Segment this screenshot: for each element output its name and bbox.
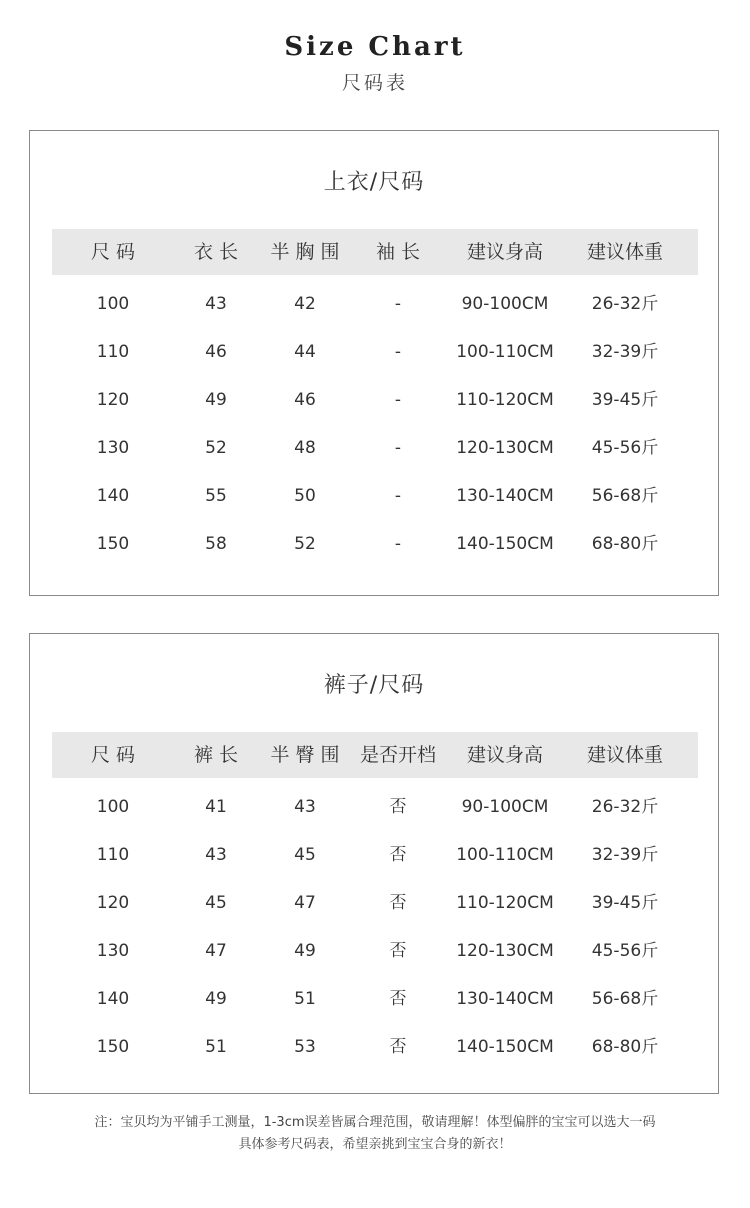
- table-cell: 100: [96, 294, 130, 314]
- table-cell: 50: [294, 486, 316, 506]
- table-cell: 否: [389, 893, 407, 913]
- table-cell: 110-120CM: [456, 893, 554, 913]
- table-row: [52, 472, 698, 520]
- table-cell: 140: [96, 486, 130, 506]
- table-cell: 120-130CM: [456, 438, 554, 458]
- header-cell: 建议体重: [586, 241, 664, 263]
- table-cell: 130: [96, 438, 130, 458]
- header-cell: 是否开档: [359, 744, 437, 766]
- table-cell: 44: [294, 342, 316, 362]
- tops-size-table: [29, 130, 719, 596]
- table-row: [52, 927, 698, 975]
- table-cell: 39-45斤: [591, 390, 659, 410]
- table-cell: 120: [96, 893, 130, 913]
- table-cell: 否: [389, 989, 407, 1009]
- table-cell: 90-100CM: [461, 294, 549, 314]
- table-cell: 46: [205, 342, 227, 362]
- table-cell: 否: [389, 797, 407, 817]
- table-cell: -: [394, 534, 402, 554]
- table-cell: 110: [96, 342, 130, 362]
- table-cell: -: [394, 390, 402, 410]
- table-cell: 52: [205, 438, 227, 458]
- header-cell: 建议身高: [466, 241, 544, 263]
- table-row: [52, 280, 698, 328]
- table-cell: 47: [294, 893, 316, 913]
- table-cell: 68-80斤: [591, 534, 659, 554]
- header-cell: 衣 长: [193, 241, 239, 263]
- table-cell: 52: [294, 534, 316, 554]
- table-cell: 110-120CM: [456, 390, 554, 410]
- measurement-note-line-2: 具体参考尺码表，希望亲挑到宝宝合身的新衣！: [238, 1137, 512, 1152]
- table-cell: 48: [294, 438, 316, 458]
- table-cell: 41: [205, 797, 227, 817]
- table-cell: 26-32斤: [591, 294, 659, 314]
- table-cell: 39-45斤: [591, 893, 659, 913]
- table-cell: 否: [389, 941, 407, 961]
- table-cell: 43: [205, 294, 227, 314]
- table-row: [52, 376, 698, 424]
- page-title: Size Chart: [284, 32, 466, 62]
- table-cell: 100-110CM: [456, 342, 554, 362]
- header-cell: 半 胸 围: [270, 241, 340, 263]
- table-cell: 56-68斤: [591, 486, 659, 506]
- table-cell: 47: [205, 941, 227, 961]
- table-cell: 55: [205, 486, 227, 506]
- header-cell: 建议体重: [586, 744, 664, 766]
- table-cell: 110: [96, 845, 130, 865]
- table-row: [52, 328, 698, 376]
- table-cell: 51: [205, 1037, 227, 1057]
- table-cell: 150: [96, 534, 130, 554]
- table-cell: 140-150CM: [456, 1037, 554, 1057]
- table-cell: 150: [96, 1037, 130, 1057]
- table-cell: 51: [294, 989, 316, 1009]
- header-cell: 尺 码: [90, 241, 136, 263]
- table-cell: 42: [294, 294, 316, 314]
- table-row: [52, 520, 698, 568]
- table-cell: 130-140CM: [456, 989, 554, 1009]
- tops-table-title: 上衣/尺码: [323, 170, 425, 195]
- pants-size-table: [29, 633, 719, 1094]
- table-cell: 49: [294, 941, 316, 961]
- table-row: [52, 424, 698, 472]
- table-cell: 32-39斤: [591, 342, 659, 362]
- table-cell: -: [394, 342, 402, 362]
- table-cell: -: [394, 438, 402, 458]
- table-cell: -: [394, 294, 402, 314]
- header-cell: 半 臀 围: [270, 744, 340, 766]
- table-cell: 56-68斤: [591, 989, 659, 1009]
- table-row: [52, 831, 698, 879]
- table-cell: 49: [205, 989, 227, 1009]
- table-cell: 43: [294, 797, 316, 817]
- page-subtitle: 尺码表: [341, 72, 408, 94]
- header-cell: 尺 码: [90, 744, 136, 766]
- table-cell: 68-80斤: [591, 1037, 659, 1057]
- table-cell: 45: [294, 845, 316, 865]
- table-cell: 90-100CM: [461, 797, 549, 817]
- table-cell: 120-130CM: [456, 941, 554, 961]
- table-cell: 120: [96, 390, 130, 410]
- table-cell: 140: [96, 989, 130, 1009]
- table-row: [52, 783, 698, 831]
- table-cell: 100: [96, 797, 130, 817]
- table-cell: 130: [96, 941, 130, 961]
- table-cell: 32-39斤: [591, 845, 659, 865]
- table-cell: 45-56斤: [591, 941, 659, 961]
- table-cell: 140-150CM: [456, 534, 554, 554]
- table-cell: 100-110CM: [456, 845, 554, 865]
- table-cell: 否: [389, 1037, 407, 1057]
- table-cell: 58: [205, 534, 227, 554]
- table-cell: 43: [205, 845, 227, 865]
- pants-header-row: [52, 732, 698, 778]
- table-row: [52, 879, 698, 927]
- table-cell: 否: [389, 845, 407, 865]
- table-cell: 130-140CM: [456, 486, 554, 506]
- tops-header-row: [52, 229, 698, 275]
- header-cell: 裤 长: [193, 744, 239, 766]
- table-cell: 45-56斤: [591, 438, 659, 458]
- table-cell: 45: [205, 893, 227, 913]
- header-cell: 建议身高: [466, 744, 544, 766]
- table-row: [52, 975, 698, 1023]
- table-cell: 49: [205, 390, 227, 410]
- table-cell: 26-32斤: [591, 797, 659, 817]
- measurement-note-line-1: 注：宝贝均为平铺手工测量，1-3cm误差皆属合理范围，敬请理解！体型偏胖的宝宝可以选大一码: [94, 1115, 656, 1130]
- table-cell: -: [394, 486, 402, 506]
- header-cell: 袖 长: [375, 241, 421, 263]
- table-cell: 53: [294, 1037, 316, 1057]
- pants-table-title: 裤子/尺码: [323, 673, 425, 698]
- table-cell: 46: [294, 390, 316, 410]
- table-row: [52, 1023, 698, 1071]
